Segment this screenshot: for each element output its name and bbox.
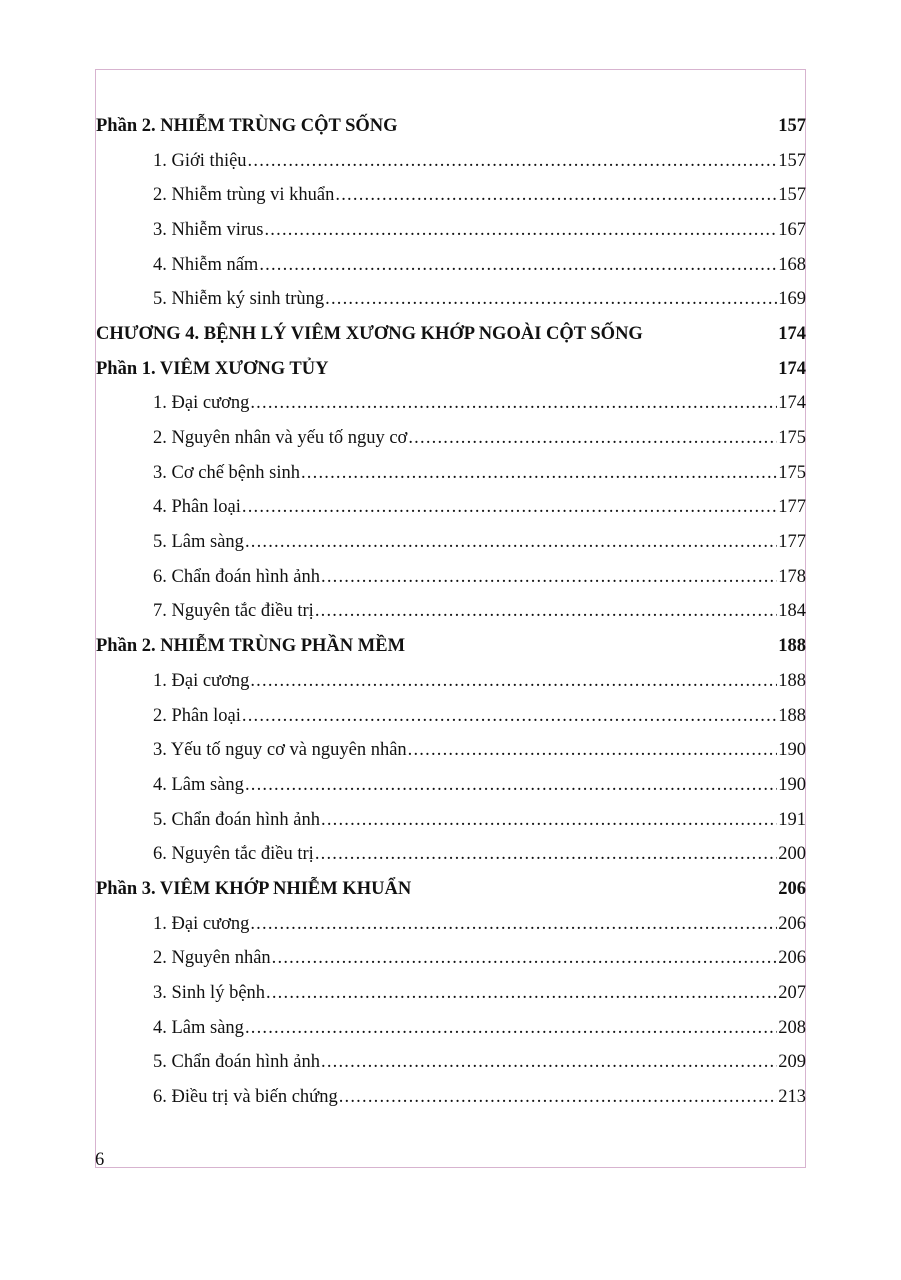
toc-label: 5. Nhiễm ký sinh trùng bbox=[153, 289, 325, 310]
toc-page: 175 bbox=[778, 462, 806, 483]
toc-page: 177 bbox=[778, 497, 806, 518]
toc-page: 177 bbox=[778, 532, 806, 553]
toc-item[interactable] bbox=[96, 387, 806, 422]
dot-leader bbox=[315, 601, 777, 622]
dot-leader bbox=[321, 810, 777, 831]
dot-leader bbox=[264, 220, 777, 241]
dot-leader bbox=[325, 289, 777, 310]
dot-leader bbox=[242, 497, 777, 518]
toc-heading[interactable] bbox=[96, 872, 806, 907]
toc-item[interactable] bbox=[96, 803, 806, 838]
toc-item[interactable] bbox=[96, 248, 806, 283]
toc-item[interactable] bbox=[96, 595, 806, 630]
toc-item[interactable] bbox=[96, 837, 806, 872]
toc-page: 206 bbox=[778, 913, 806, 934]
toc-label: Phần 2. NHIỄM TRÙNG PHẦN MỀM bbox=[96, 636, 406, 657]
toc-page: 157 bbox=[778, 185, 806, 206]
toc-label: 5. Chẩn đoán hình ảnh bbox=[153, 809, 320, 830]
toc-page: 206 bbox=[778, 878, 806, 899]
toc-label: 2. Nguyên nhân bbox=[153, 948, 271, 969]
dot-leader bbox=[259, 255, 777, 276]
toc-page: 178 bbox=[778, 566, 806, 587]
toc-item[interactable] bbox=[96, 976, 806, 1011]
toc-page: 208 bbox=[778, 1017, 806, 1038]
toc-item[interactable] bbox=[96, 907, 806, 942]
toc-label: Phần 2. NHIỄM TRÙNG CỘT SỐNG bbox=[96, 115, 398, 136]
toc-item[interactable] bbox=[96, 699, 806, 734]
toc-heading[interactable] bbox=[96, 629, 806, 664]
dot-leader bbox=[266, 983, 777, 1004]
toc-item[interactable] bbox=[96, 664, 806, 699]
toc-item[interactable] bbox=[96, 213, 806, 248]
toc-item[interactable] bbox=[96, 942, 806, 977]
toc-label: 7. Nguyên tắc điều trị bbox=[153, 601, 314, 622]
toc-item[interactable] bbox=[96, 560, 806, 595]
dot-leader bbox=[245, 775, 777, 796]
toc-label: 3. Sinh lý bệnh bbox=[153, 983, 266, 1004]
toc-page: 167 bbox=[778, 219, 806, 240]
toc-item[interactable] bbox=[96, 178, 806, 213]
toc-label: 2. Phân loại bbox=[153, 705, 241, 726]
toc-label: 6. Điều trị và biến chứng bbox=[153, 1087, 338, 1108]
toc-item[interactable] bbox=[96, 144, 806, 179]
toc-page: 188 bbox=[778, 670, 806, 691]
toc-label: 1. Đại cương bbox=[153, 670, 250, 691]
page-number: 6 bbox=[95, 1150, 105, 1170]
toc-page: 174 bbox=[778, 323, 806, 344]
dot-leader bbox=[250, 914, 777, 935]
toc-item[interactable] bbox=[96, 733, 806, 768]
toc-heading[interactable] bbox=[96, 109, 806, 144]
toc-label: 4. Nhiễm nấm bbox=[153, 254, 259, 275]
toc-page: 209 bbox=[778, 1052, 806, 1073]
dot-leader bbox=[408, 740, 778, 761]
toc-label: 4. Phân loại bbox=[153, 497, 241, 518]
toc-label: 1. Đại cương bbox=[153, 913, 250, 934]
dot-leader bbox=[335, 185, 777, 206]
toc-page: 206 bbox=[778, 948, 806, 969]
toc-label: 6. Chẩn đoán hình ảnh bbox=[153, 566, 320, 587]
toc-item[interactable] bbox=[96, 1011, 806, 1046]
toc-page: 184 bbox=[778, 601, 806, 622]
toc-page: 188 bbox=[778, 705, 806, 726]
dot-leader bbox=[321, 567, 777, 588]
toc-label: CHƯƠNG 4. BỆNH LÝ VIÊM XƯƠNG KHỚP NGOÀI CỘT SỐNG bbox=[96, 323, 643, 344]
toc-page: 200 bbox=[778, 844, 806, 865]
toc-item[interactable] bbox=[96, 456, 806, 491]
toc-label: 3. Yếu tố nguy cơ và nguyên nhân bbox=[153, 740, 407, 761]
dot-leader bbox=[248, 151, 778, 172]
toc-label: 1. Giới thiệu bbox=[153, 150, 247, 171]
dot-leader bbox=[245, 532, 777, 553]
toc-page: 175 bbox=[778, 428, 806, 449]
toc-page: 191 bbox=[778, 809, 806, 830]
dot-leader bbox=[250, 393, 777, 414]
dot-leader bbox=[242, 706, 777, 727]
toc-label: Phần 1. VIÊM XƯƠNG TỦY bbox=[96, 358, 329, 379]
toc-label: 4. Lâm sàng bbox=[153, 774, 244, 795]
toc-label: Phần 3. VIÊM KHỚP NHIỄM KHUẨN bbox=[96, 878, 412, 899]
toc-item[interactable] bbox=[96, 1080, 806, 1115]
dot-leader bbox=[245, 1018, 777, 1039]
toc-label: 5. Chẩn đoán hình ảnh bbox=[153, 1052, 320, 1073]
toc-heading[interactable] bbox=[96, 352, 806, 387]
toc-label: 5. Lâm sàng bbox=[153, 532, 244, 553]
toc-chapter-heading[interactable] bbox=[96, 317, 806, 352]
toc-label: 1. Đại cương bbox=[153, 393, 250, 414]
toc-label: 3. Nhiễm virus bbox=[153, 219, 264, 240]
dot-leader bbox=[315, 844, 777, 865]
dot-leader bbox=[321, 1052, 777, 1073]
toc-page: 190 bbox=[778, 774, 806, 795]
dot-leader bbox=[250, 671, 777, 692]
toc-page: 213 bbox=[778, 1087, 806, 1108]
toc-item[interactable] bbox=[96, 491, 806, 526]
dot-leader bbox=[301, 463, 777, 484]
toc-item[interactable] bbox=[96, 282, 806, 317]
dot-leader bbox=[272, 948, 778, 969]
toc-page: 157 bbox=[778, 150, 806, 171]
toc-page: 207 bbox=[778, 983, 806, 1004]
toc-label: 4. Lâm sàng bbox=[153, 1017, 244, 1038]
toc-page: 174 bbox=[778, 393, 806, 414]
toc-page: 188 bbox=[778, 636, 806, 657]
toc-page: 190 bbox=[778, 740, 806, 761]
toc-label: 2. Nguyên nhân và yếu tố nguy cơ bbox=[153, 428, 408, 449]
toc-page: 157 bbox=[778, 115, 806, 136]
toc-label: 3. Cơ chế bệnh sinh bbox=[153, 462, 300, 483]
toc-item[interactable] bbox=[96, 525, 806, 560]
toc-item[interactable] bbox=[96, 768, 806, 803]
toc-page: 169 bbox=[778, 289, 806, 310]
toc-item[interactable] bbox=[96, 421, 806, 456]
toc-item[interactable] bbox=[96, 1046, 806, 1081]
toc-label: 2. Nhiễm trùng vi khuẩn bbox=[153, 185, 335, 206]
toc-page: 174 bbox=[778, 358, 806, 379]
table-of-contents bbox=[96, 109, 806, 1115]
toc-label: 6. Nguyên tắc điều trị bbox=[153, 844, 314, 865]
dot-leader bbox=[408, 428, 777, 449]
toc-page: 168 bbox=[778, 254, 806, 275]
dot-leader bbox=[339, 1087, 778, 1108]
